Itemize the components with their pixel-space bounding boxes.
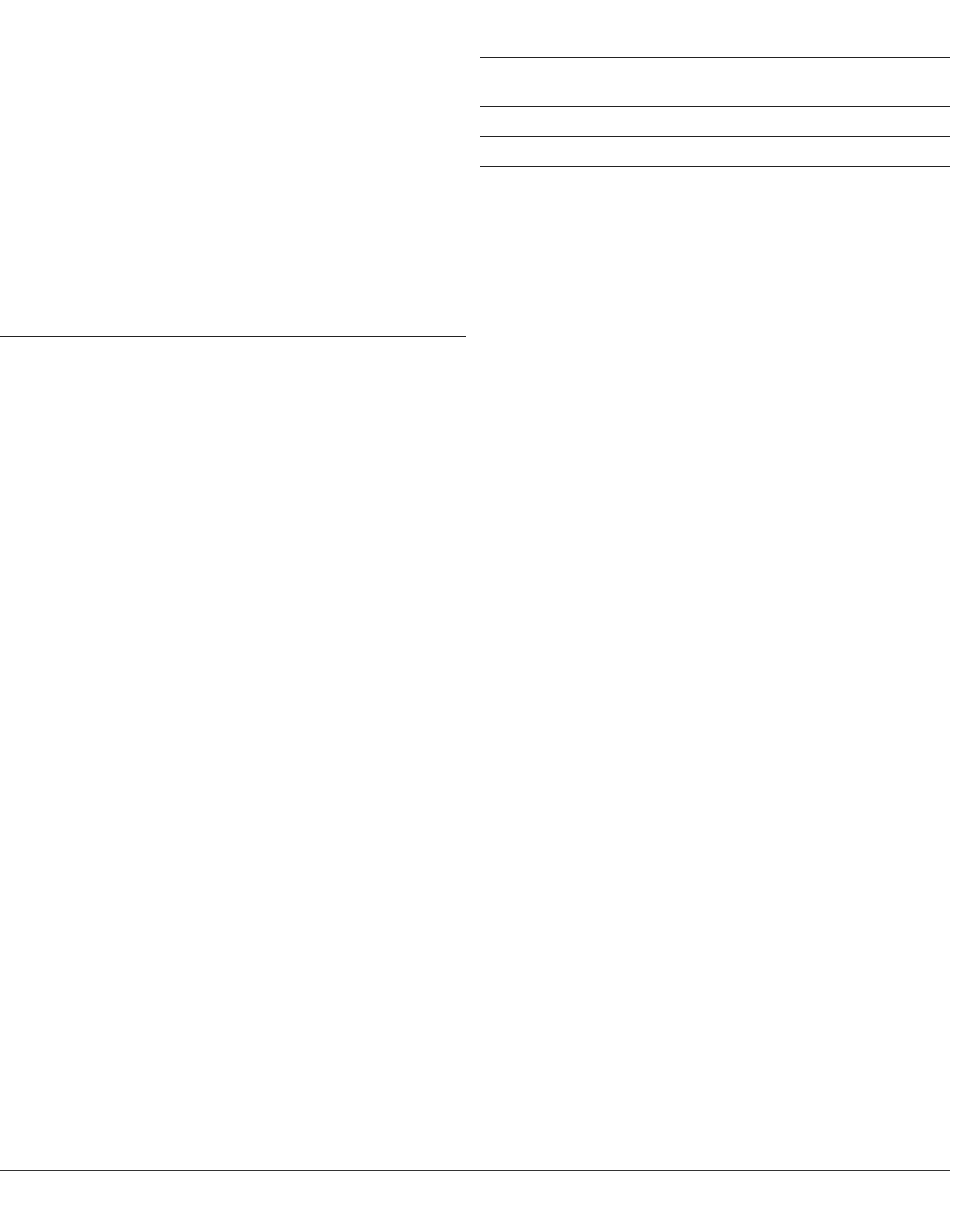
table-row <box>0 203 466 222</box>
table-row <box>0 298 466 317</box>
section-heading-skogshushallning <box>0 139 470 159</box>
district-cell <box>0 279 62 298</box>
group1-rows <box>0 184 466 337</box>
inegor-cell <box>316 317 394 337</box>
name-cell <box>62 203 242 222</box>
summa-cell <box>394 279 466 298</box>
col-head-produktiv <box>242 165 316 184</box>
group3-sum-row <box>480 107 950 127</box>
summa-cell <box>394 222 466 241</box>
table-row <box>0 260 466 279</box>
left-column <box>0 38 470 366</box>
inegor-cell <box>316 279 394 298</box>
produktiv-cell <box>242 222 316 241</box>
summa-cell <box>394 184 466 203</box>
produktiv-cell <box>242 241 316 260</box>
produktiv-cell <box>242 203 316 222</box>
summa-cell <box>394 260 466 279</box>
name-cell <box>62 298 242 317</box>
produktiv-cell <box>242 260 316 279</box>
table-row <box>0 241 466 260</box>
table-row <box>0 184 466 203</box>
summa-cell <box>394 241 466 260</box>
paragraph-dagsverkspris <box>0 98 470 118</box>
district-cell <box>0 203 62 222</box>
page-header <box>480 4 950 24</box>
produktiv-cell <box>242 184 316 203</box>
summa-cell <box>394 298 466 317</box>
name-cell <box>62 260 242 279</box>
inegor-cell <box>316 222 394 241</box>
produktiv-cell <box>242 279 316 298</box>
table-row <box>0 279 466 298</box>
paragraph-vestantorp <box>0 38 470 58</box>
table-right <box>480 38 950 186</box>
table-row <box>0 222 466 241</box>
right-column <box>480 38 950 246</box>
col-head-inegor <box>316 165 394 184</box>
name-cell <box>62 184 242 203</box>
district-cell <box>0 241 62 260</box>
district-cell <box>0 184 62 203</box>
inegor-cell <box>316 184 394 203</box>
district-cell <box>0 222 62 241</box>
district-cell <box>0 260 62 279</box>
produktiv-cell <box>242 317 316 337</box>
produktiv-cell <box>242 298 316 317</box>
name-cell <box>62 241 242 260</box>
footnotes <box>0 1170 950 1173</box>
group4-sum-row <box>480 137 950 157</box>
inegor-cell <box>316 260 394 279</box>
group5-sum-row <box>480 167 950 187</box>
col-head-produktiv-r <box>724 38 804 58</box>
inegor-cell <box>316 203 394 222</box>
table-left <box>0 165 466 366</box>
name-cell <box>62 279 242 298</box>
district-cell <box>0 298 62 317</box>
top-sum-row <box>480 58 950 78</box>
name-cell <box>62 222 242 241</box>
paragraph-areal <box>480 206 950 226</box>
inegor-cell <box>316 241 394 260</box>
group1-sum-row <box>0 336 466 356</box>
district-cell <box>0 317 62 337</box>
paragraph-skogsbar <box>0 78 470 98</box>
summa-cell <box>394 203 466 222</box>
summa-cell <box>394 317 466 337</box>
table-row <box>0 317 466 337</box>
col-head-summa <box>394 165 466 184</box>
paragraph-biodling <box>0 58 470 78</box>
paragraph-haradsallmanningar <box>480 226 950 246</box>
col-head-summa-r <box>880 38 950 58</box>
inegor-cell <box>316 298 394 317</box>
name-cell <box>62 317 242 337</box>
col-head-inegor-r <box>804 38 880 58</box>
